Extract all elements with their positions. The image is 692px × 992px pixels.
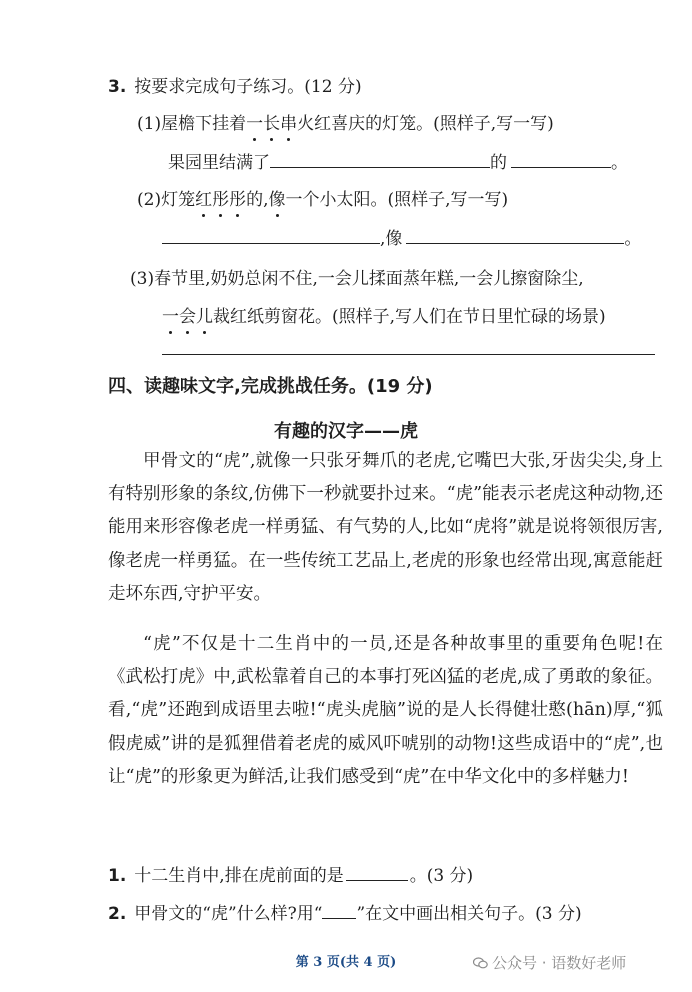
passage-paragraph-1: 甲骨文的“虎”,就像一只张牙舞爪的老虎,它嘴巴大张,牙齿尖尖,身上有特别形象的条纹,仿佛下一秒就要扑过来。“虎”能表示老虎这种动物,还能用来形容像老虎一样勇猛、有气势的人,比如“虎将”就是说将领很厉害,像老虎一样勇猛。在一些传统工艺品上,老虎的形象也经常出现,寓意能赶走坏东西,守护平安。 (108, 451, 663, 604)
answer-blank[interactable] (511, 150, 611, 168)
watermark: 公众号 · 语数好老师 (473, 952, 626, 973)
section-4-heading: 四、读趣味文字,完成挑战任务。(19 分) (108, 376, 433, 397)
q3-item3-line1: (3)春节里,奶奶总闲不住,一会儿揉面蒸年糕,一会儿擦窗除尘, (130, 269, 584, 289)
question-3-heading (108, 72, 362, 97)
page-number: 第 3 页(共 4 页) (295, 955, 397, 970)
dotted-char: 像 (268, 190, 286, 210)
dotted-char: 红 (195, 190, 213, 210)
question-number: 3. (108, 77, 127, 97)
answer-blank[interactable] (406, 226, 624, 244)
q3-item2-fill: ,像 。 (162, 224, 641, 249)
passage-paragraph-2: “虎”不仅是十二生肖中的一员,还是各种故事里的重要角色呢!在《武松打虎》中,武松靠着自己的本事打死凶猛的老虎,成了勇敢的象征。看,“虎”还跑到成语里去啦!“虎头虎脑”说的是人长得健壮憨(hān)厚,“狐假虎威”讲的是狐狸借着老虎的威风吓唬别的动物!这些成语中的“虎”,也让“虎”的形象更为鲜活,让我们感受到“虎”在中华文化中的多样魅力! (108, 634, 663, 787)
answer-blank[interactable] (162, 226, 380, 244)
answer-line[interactable] (162, 354, 655, 355)
dotted-char: 儿 (196, 307, 213, 327)
sub-question-1: 1. 十二生肖中,排在虎前面的是 。(3 分) (108, 861, 473, 886)
dotted-char: 串 (280, 114, 298, 134)
dotted-char: 彤 (212, 190, 230, 210)
dotted-char: 一 (162, 307, 179, 327)
dotted-char: 长 (263, 114, 281, 134)
passage-title: 有趣的汉字——虎 (274, 421, 418, 442)
dotted-char: 彤 (229, 190, 247, 210)
q3-item3-line2: 一会儿裁红纸剪窗花。(照样子,写人们在节日里忙碌的场景) (162, 307, 606, 327)
q3-item2-sentence: (2)灯笼红彤彤的,像一个小太阳。(照样子,写一写) (137, 190, 509, 210)
wechat-icon (473, 957, 488, 969)
answer-blank[interactable] (346, 863, 408, 881)
sub-question-2: 2. 甲骨文的“虎”什么样?用“ ”在文中画出相关句子。(3 分) (108, 899, 582, 924)
question-prompt: 按要求完成句子练习。(12 分) (134, 77, 362, 97)
q3-item1-sentence: (1)屋檐下挂着一长串火红喜庆的灯笼。(照样子,写一写) (137, 114, 554, 134)
dotted-char: 一 (246, 114, 264, 134)
underline-sample (322, 901, 356, 919)
q3-item1-fill: 果园里结满了 的 。 (168, 148, 628, 173)
answer-blank[interactable] (270, 150, 490, 168)
dotted-char: 会 (179, 307, 196, 327)
